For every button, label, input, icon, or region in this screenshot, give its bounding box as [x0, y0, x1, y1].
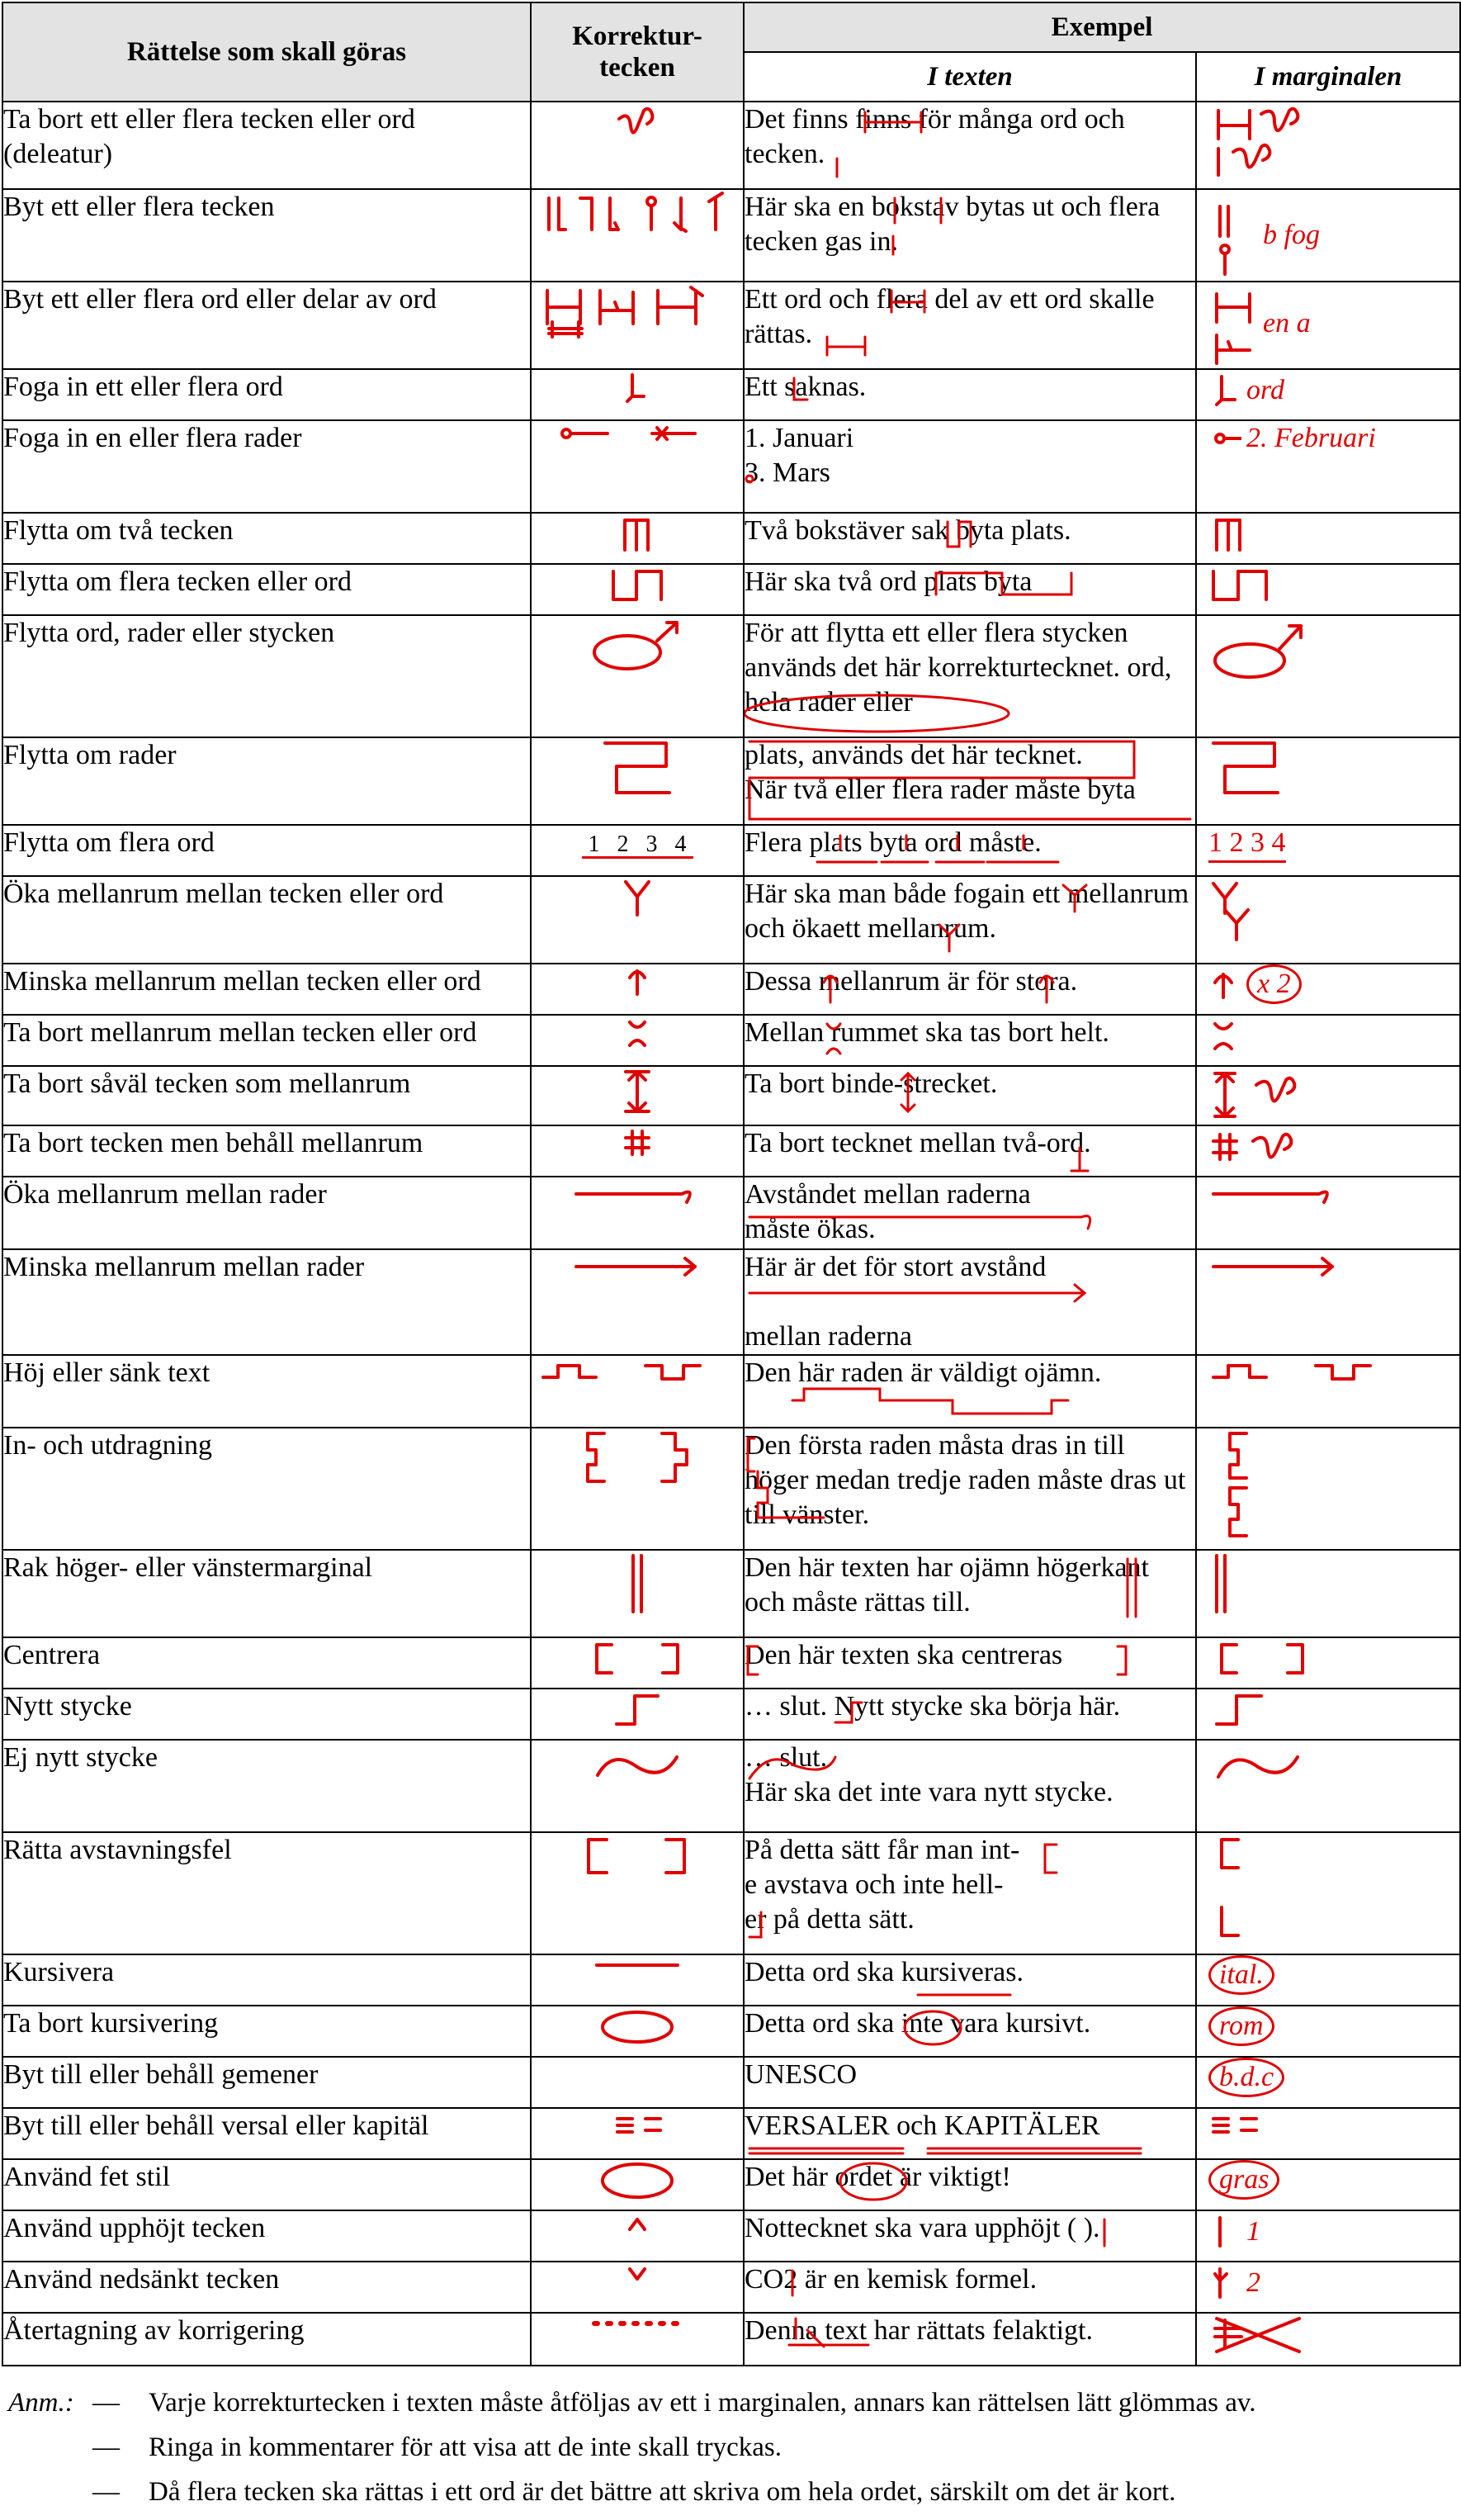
table-row — [2, 420, 1460, 513]
row-description: Ta bort såväl tecken som mellanrum — [2, 1066, 531, 1125]
example-text: Dessa mellanrum är för stora. — [744, 964, 1196, 1015]
example-margin — [1196, 1689, 1460, 1740]
row-description: Höj eller sänk text — [2, 1355, 531, 1428]
example-text: Det finns finns för många ord och tecken. — [744, 102, 1196, 189]
table-row — [2, 564, 1460, 615]
example-margin — [1196, 876, 1460, 964]
correction-sign — [531, 2313, 744, 2366]
correction-sign — [531, 2159, 744, 2210]
table-row — [2, 2313, 1460, 2366]
example-text: På detta sätt får man int- e avstava och inte hell- er på detta sätt. — [744, 1832, 1196, 1954]
example-text: Mellan rummet ska tas bort helt. — [744, 1015, 1196, 1066]
correction-sign — [531, 564, 744, 615]
table-row — [2, 1066, 1460, 1125]
correction-sign — [531, 1249, 744, 1355]
example-margin — [1196, 2313, 1460, 2366]
row-description: Flytta om flera ord — [2, 825, 531, 876]
correction-sign — [531, 282, 744, 369]
table-row — [2, 1832, 1460, 1954]
notes — [8, 2386, 1453, 2520]
example-text: Ett ord och flera del av ett ord skalle rättas. — [744, 282, 1196, 369]
example-margin — [1196, 1954, 1460, 2006]
example-margin — [1196, 2210, 1460, 2262]
example-margin — [1196, 1550, 1460, 1637]
example-margin — [1196, 369, 1460, 420]
correction-sign — [531, 2262, 744, 2313]
proof-mark-overlay — [745, 514, 1197, 565]
proof-mark-overlay — [745, 1638, 1197, 1689]
example-margin — [1196, 2108, 1460, 2159]
example-text: Den här texten har ojämn högerkant och måste rättas till. — [744, 1550, 1196, 1637]
example-margin — [1196, 964, 1460, 1015]
proof-mark-overlay — [745, 826, 1197, 877]
example-margin — [1196, 1177, 1460, 1249]
example-margin — [1196, 825, 1460, 876]
example-margin — [1196, 420, 1460, 513]
table-row — [2, 825, 1460, 876]
row-description: Byt till eller behåll gemener — [2, 2057, 531, 2108]
example-text: Här ska två ord plats byta — [744, 564, 1196, 615]
proof-mark-overlay — [745, 616, 1197, 738]
proof-mark-overlay — [745, 877, 1197, 964]
table-row — [2, 1550, 1460, 1637]
correction-sign — [531, 1832, 744, 1954]
table-row — [2, 1954, 1460, 2006]
proof-mark-overlay — [745, 1016, 1197, 1067]
correction-sign — [531, 1637, 744, 1689]
proof-mark-overlay — [745, 282, 1197, 370]
table-row — [2, 369, 1460, 420]
example-margin — [1196, 1249, 1460, 1355]
row-description: Ta bort tecken men behåll mellanrum — [2, 1125, 531, 1177]
note-item — [8, 2475, 1453, 2508]
row-description: Nytt stycke — [2, 1689, 531, 1740]
proof-mark-overlay — [745, 964, 1197, 1016]
row-description: Använd upphöjt tecken — [2, 2210, 531, 2262]
table-row — [2, 1249, 1460, 1355]
note-item — [8, 2431, 1453, 2464]
example-margin — [1196, 513, 1460, 564]
row-description: Ej nytt stycke — [2, 1740, 531, 1832]
proof-mark-overlay — [745, 421, 1197, 514]
note-text: Varje korrekturtecken i texten måste åtföljas av ett i marginalen, annars kan rättelsen lätt glömmas av. — [149, 2388, 1256, 2418]
header-example: Exempel — [744, 2, 1460, 52]
table-row — [2, 102, 1460, 189]
row-description: Ta bort kursivering — [2, 2006, 531, 2057]
correction-sign — [531, 737, 744, 825]
proof-mark-overlay — [745, 1741, 1197, 1833]
row-description: Flytta om två tecken — [2, 513, 531, 564]
example-margin — [1196, 1637, 1460, 1689]
note-text: Ringa in kommentarer för att visa att de inte skall tryckas. — [149, 2432, 783, 2462]
note-dash: — — [92, 2388, 120, 2418]
correction-sign — [531, 102, 744, 189]
proof-mark-overlay — [745, 1689, 1197, 1741]
table-row — [2, 1637, 1460, 1689]
correction-sign — [531, 2108, 744, 2159]
example-text: Ta bort binde-strecket. — [744, 1066, 1196, 1125]
correction-sign — [531, 513, 744, 564]
example-text: Denna text har rättats felaktigt. — [744, 2313, 1196, 2366]
proof-mark-overlay — [745, 370, 1197, 421]
table-row — [2, 615, 1460, 737]
example-margin — [1196, 1125, 1460, 1177]
table-row — [2, 2159, 1460, 2210]
row-description: Ta bort ett eller flera tecken eller ord (deleatur) — [2, 102, 531, 189]
proof-mark-overlay — [745, 190, 1197, 277]
table-row — [2, 1177, 1460, 1249]
example-margin — [1196, 2262, 1460, 2313]
proof-mark-overlay — [745, 738, 1197, 826]
example-margin — [1196, 1832, 1460, 1954]
proof-mark-overlay — [745, 2262, 1197, 2314]
table-row — [2, 1740, 1460, 1832]
example-margin — [1196, 1428, 1460, 1550]
table-row — [2, 2262, 1460, 2313]
table-row — [2, 2108, 1460, 2159]
row-description: Flytta ord, rader eller stycken — [2, 615, 531, 737]
row-description: Minska mellanrum mellan tecken eller ord — [2, 964, 531, 1015]
header-in-margin: I marginalen — [1196, 52, 1460, 102]
example-margin — [1196, 1015, 1460, 1066]
table-row — [2, 282, 1460, 369]
table-row — [2, 2057, 1460, 2108]
proof-mark-overlay — [745, 565, 1197, 616]
note-item — [8, 2386, 1453, 2419]
correction-sign — [531, 369, 744, 420]
example-text: Detta ord ska kursiveras. — [744, 1954, 1196, 2006]
correction-sign — [531, 420, 744, 513]
correction-sign — [531, 2057, 744, 2108]
proof-mark-overlay — [745, 1428, 1197, 1551]
row-description: Använd fet stil — [2, 2159, 531, 2210]
row-description: Ta bort mellanrum mellan tecken eller ord — [2, 1015, 531, 1066]
margin-mark-text: gras — [1208, 2160, 1279, 2200]
proof-mark-overlay — [745, 2006, 1197, 2058]
row-description: Flytta om flera tecken eller ord — [2, 564, 531, 615]
correction-sign — [531, 1740, 744, 1832]
margin-mark-text: 2. Februari — [1246, 423, 1376, 453]
example-text: Avståndet mellan raderna måste ökas. — [744, 1177, 1196, 1249]
example-text: UNESCO — [744, 2057, 1196, 2108]
table-row — [2, 1689, 1460, 1740]
correction-sign — [531, 876, 744, 964]
correction-sign — [531, 2006, 744, 2057]
row-description: Kursivera — [2, 1954, 531, 2006]
example-margin — [1196, 2006, 1460, 2057]
table-row — [2, 1125, 1460, 1177]
correction-sign — [531, 189, 744, 282]
margin-mark-text: b.d.c — [1208, 2058, 1284, 2097]
notes-lead: Anm.: — [8, 2388, 74, 2418]
proof-mark-overlay — [745, 2160, 1197, 2211]
margin-mark-text: b fog — [1263, 220, 1320, 250]
correction-sign — [531, 1125, 744, 1177]
margin-mark-text: x 2 — [1246, 964, 1302, 1004]
correction-sign — [531, 2210, 744, 2262]
margin-mark-text: 1 2 3 4 — [1208, 826, 1286, 863]
proof-mark-overlay — [745, 1955, 1197, 2006]
row-description: Öka mellanrum mellan rader — [2, 1177, 531, 1249]
example-margin — [1196, 1066, 1460, 1125]
example-margin — [1196, 1740, 1460, 1832]
example-text: Nottecknet ska vara upphöjt ( ). — [744, 2210, 1196, 2262]
row-description: Byt ett eller flera tecken — [2, 189, 531, 282]
margin-mark-text: rom — [1208, 2006, 1274, 2046]
row-description: Foga in en eller flera rader — [2, 420, 531, 513]
example-margin — [1196, 189, 1460, 282]
row-description: Återtagning av korrigering — [2, 2313, 531, 2366]
table-row — [2, 1428, 1460, 1550]
row-description: Minska mellanrum mellan rader — [2, 1249, 531, 1355]
example-text: Flera plats byta ord måste. — [744, 825, 1196, 876]
correction-sign — [531, 1428, 744, 1550]
note-dash: — — [92, 2432, 120, 2462]
example-text: Den här raden är väldigt ojämn. — [744, 1355, 1196, 1428]
correction-sign — [531, 1689, 744, 1740]
correction-sign — [531, 964, 744, 1015]
example-text: VERSALER och KAPITÄLER — [744, 2108, 1196, 2159]
proof-mark-overlay — [745, 1250, 1197, 1343]
correction-sign — [531, 1355, 744, 1428]
example-text: 1. Januari 3. Mars — [744, 420, 1196, 513]
example-text: Här ska en bokstav bytas ut och flera tecken gas in. — [744, 189, 1196, 282]
correction-sign — [531, 1177, 744, 1249]
table-row — [2, 2006, 1460, 2057]
example-margin — [1196, 282, 1460, 369]
correction-sign — [531, 1015, 744, 1066]
example-text: … slut. Här ska det inte vara nytt stycke. — [744, 1740, 1196, 1832]
proof-mark-overlay — [745, 1356, 1197, 1428]
proof-mark-overlay — [745, 1067, 1197, 1118]
example-margin — [1196, 102, 1460, 189]
example-text: CO2 är en kemisk formel. — [744, 2262, 1196, 2313]
proof-mark-overlay — [745, 1177, 1197, 1250]
margin-mark-text: en a — [1263, 308, 1311, 339]
correction-sign — [531, 1066, 744, 1125]
proof-mark-overlay — [745, 2314, 1197, 2366]
row-description: Öka mellanrum mellan tecken eller ord — [2, 876, 531, 964]
row-description: Rätta avstavningsfel — [2, 1832, 531, 1954]
margin-mark-text: 1 — [1246, 2216, 1260, 2247]
example-text: … slut. Nytt stycke ska börja här. — [744, 1689, 1196, 1740]
table-row — [2, 2210, 1460, 2262]
margin-mark-text: ital. — [1208, 1955, 1274, 1995]
proof-mark-overlay — [745, 1551, 1197, 1638]
row-description: Byt till eller behåll versal eller kapitäl — [2, 2108, 531, 2159]
example-margin — [1196, 2057, 1460, 2108]
row-description: Använd nedsänkt tecken — [2, 2262, 531, 2313]
row-description: Foga in ett eller flera ord — [2, 369, 531, 420]
example-text: Det här ordet är viktigt! — [744, 2159, 1196, 2210]
example-text: Här är det för stort avstånd mellan raderna — [744, 1249, 1196, 1355]
example-margin — [1196, 737, 1460, 825]
table-row — [2, 876, 1460, 964]
header-correction: Rättelse som skall göras — [2, 2, 531, 102]
table-row — [2, 513, 1460, 564]
proof-mark-overlay — [745, 2109, 1197, 2160]
note-dash: — — [92, 2477, 120, 2507]
header-in-text: I texten — [744, 52, 1196, 102]
example-text: För att flytta ett eller flera stycken används det här korrekturtecknet. ord, hela rader eller — [744, 615, 1196, 737]
example-text: Ta bort tecknet mellan två-ord. — [744, 1125, 1196, 1177]
table-row — [2, 964, 1460, 1015]
table-row — [2, 1015, 1460, 1066]
row-description: Flytta om rader — [2, 737, 531, 825]
row-description: Centrera — [2, 1637, 531, 1689]
table-row — [2, 1355, 1460, 1428]
example-margin — [1196, 564, 1460, 615]
row-description: In- och utdragning — [2, 1428, 531, 1550]
correction-sign — [531, 1954, 744, 2006]
example-text: plats, används det här tecknet. När två eller flera rader måste byta — [744, 737, 1196, 825]
example-text: Den första raden måsta dras in till höger medan tredje raden måste dras ut till vänster. — [744, 1428, 1196, 1550]
example-text: Här ska man både fogain ett mellanrum och ökaett mellanrum. — [744, 876, 1196, 964]
header-sign: Korrektur- tecken — [531, 2, 744, 102]
example-margin — [1196, 2159, 1460, 2210]
table-row — [2, 737, 1460, 825]
example-text: Två bokstäver sak byta plats. — [744, 513, 1196, 564]
table-row — [2, 189, 1460, 282]
margin-mark-text: ord — [1246, 375, 1284, 405]
example-margin — [1196, 1355, 1460, 1428]
correction-sign — [531, 1550, 744, 1637]
example-text: Ett saknas. — [744, 369, 1196, 420]
example-text: Detta ord ska inte vara kursivt. — [744, 2006, 1196, 2057]
row-description: Byt ett eller flera ord eller delar av ord — [2, 282, 531, 369]
margin-mark-text: 2 — [1246, 2267, 1260, 2298]
example-margin — [1196, 615, 1460, 737]
proof-mark-overlay — [745, 1833, 1197, 1955]
proof-mark-overlay — [745, 102, 1197, 190]
example-text: Den här texten ska centreras — [744, 1637, 1196, 1689]
proof-mark-overlay — [745, 1126, 1197, 1177]
proof-mark-overlay — [745, 2211, 1197, 2262]
correction-sign — [531, 615, 744, 737]
note-text: Då flera tecken ska rättas i ett ord är det bättre att skriva om hela ordet, särskilt om det är kort. — [149, 2477, 1176, 2507]
proofreading-table — [2, 2, 1461, 2366]
correction-sign: 1 2 3 4 — [531, 825, 744, 876]
row-description: Rak höger- eller vänstermarginal — [2, 1550, 531, 1637]
